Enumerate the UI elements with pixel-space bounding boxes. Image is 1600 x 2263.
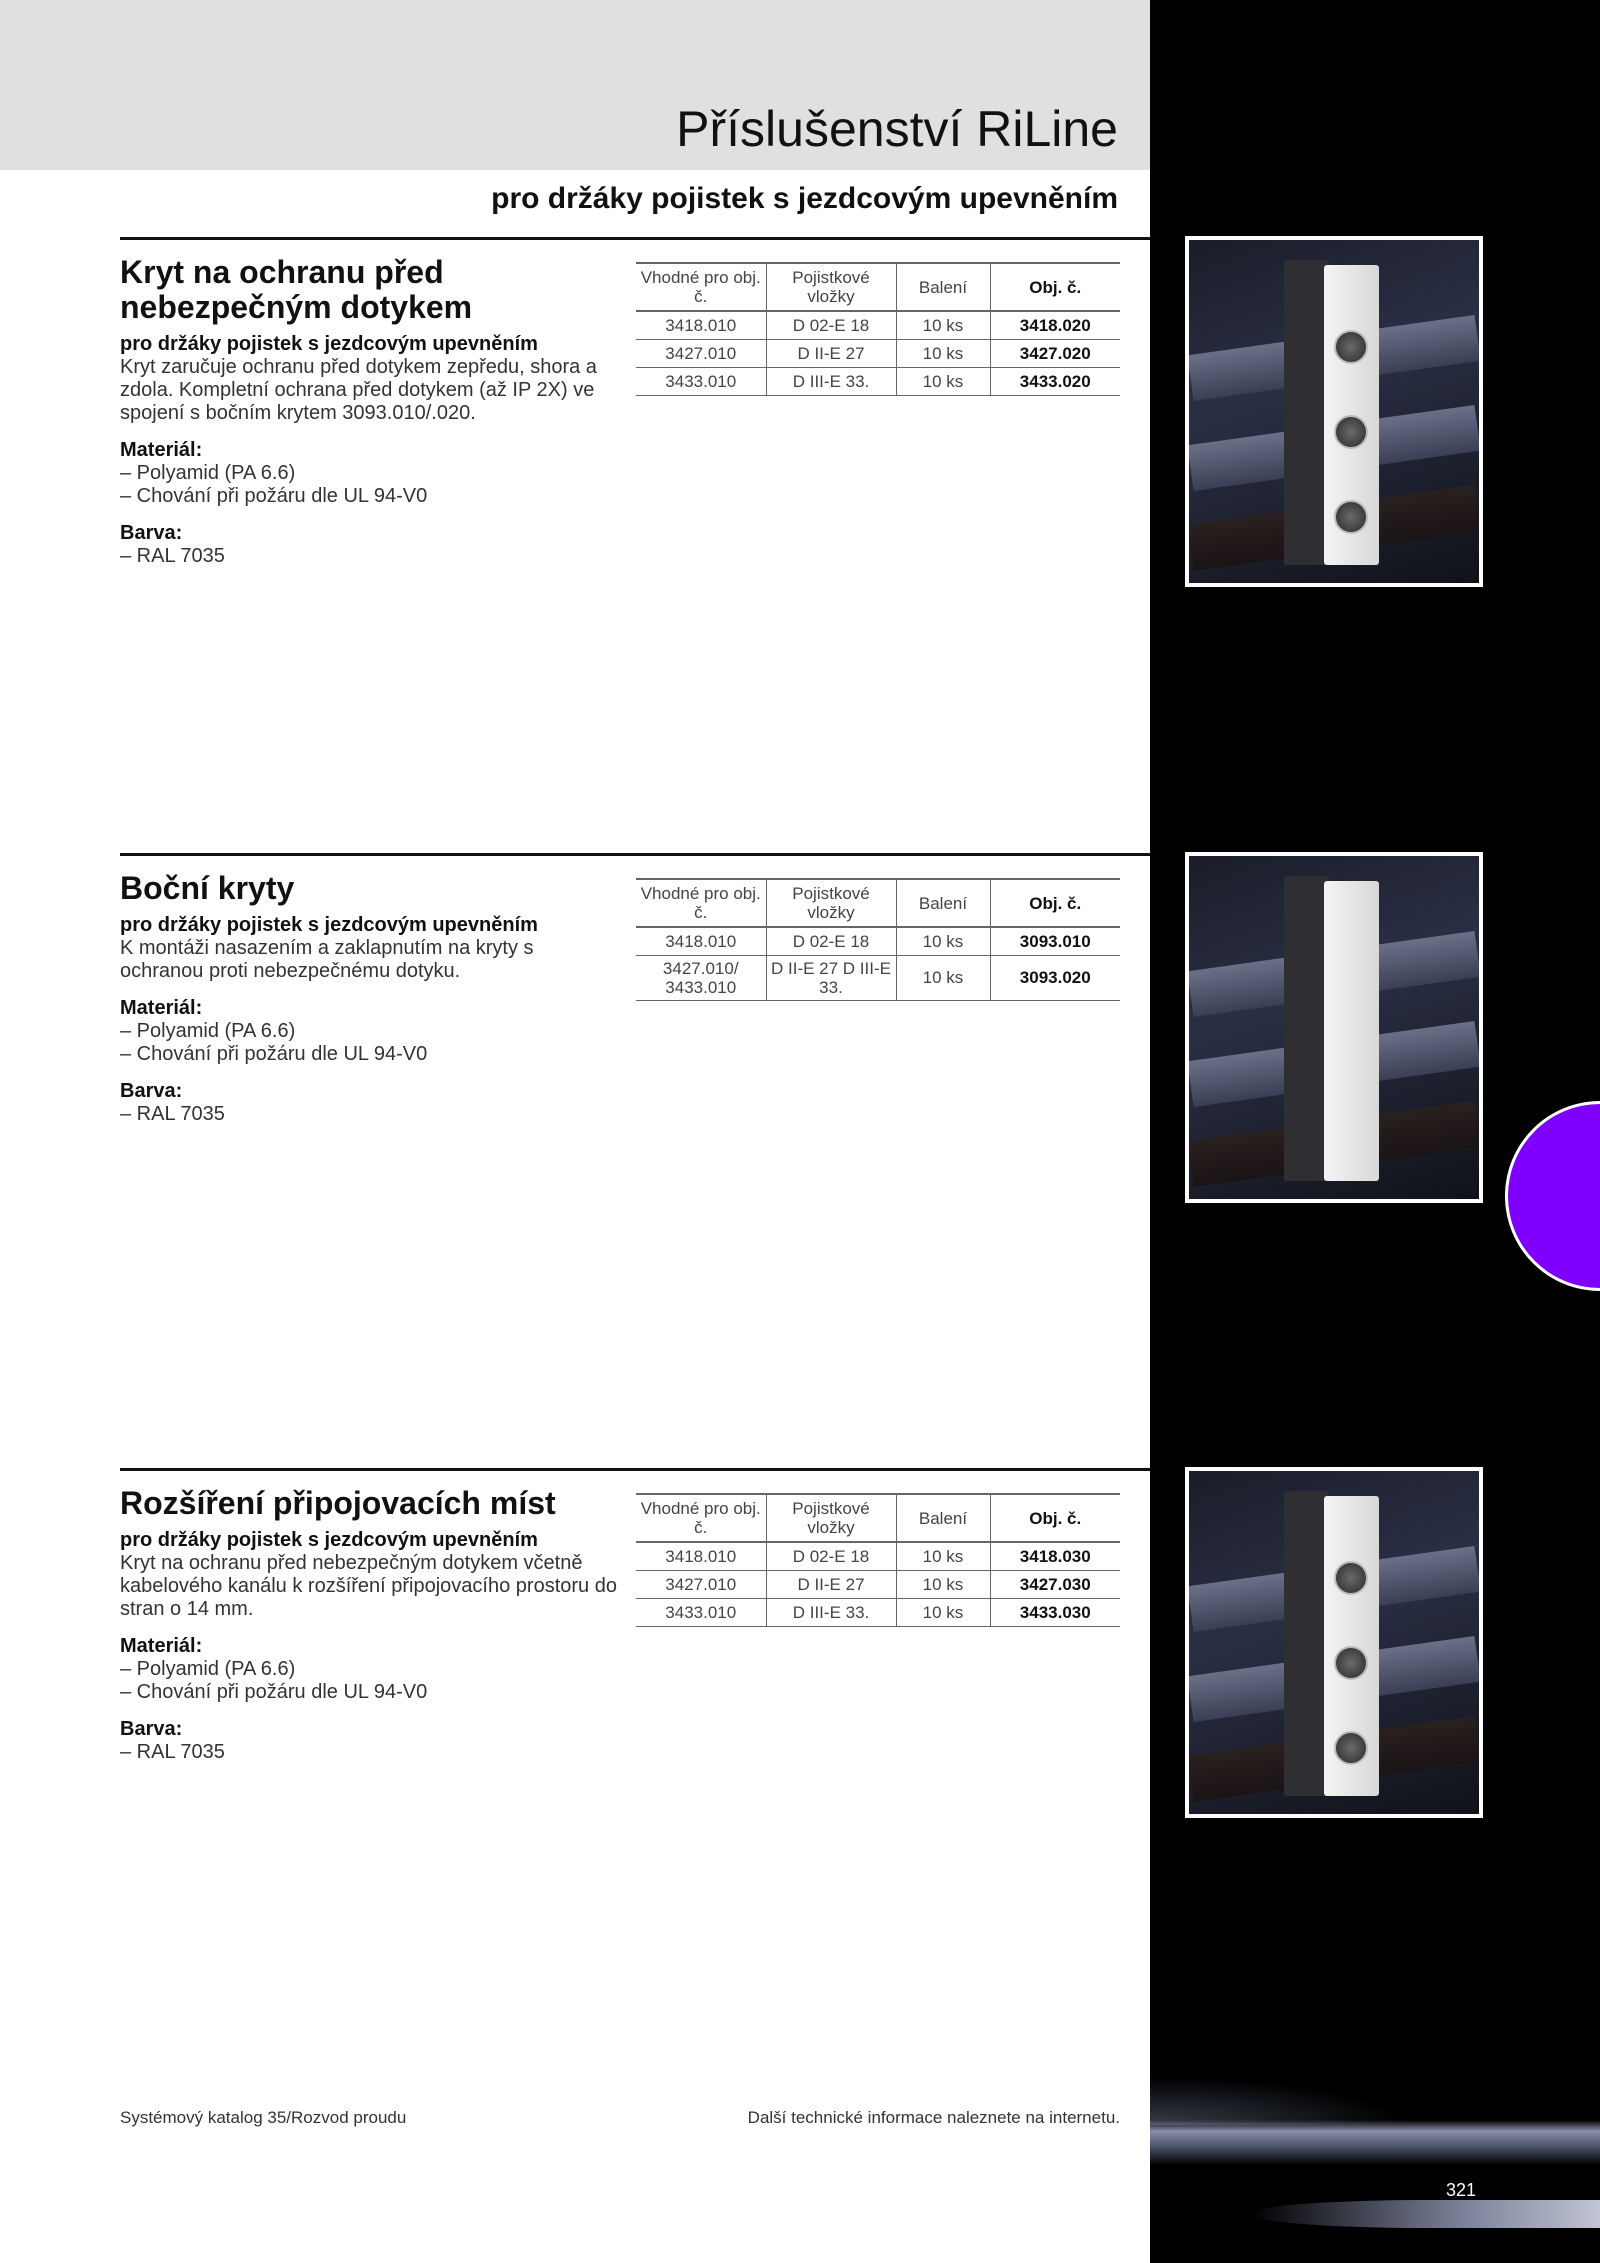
section-description: Kryt zaručuje ochranu před dotykem zepředu, shora a zdola. Kompletní ochrana před dotykem (až IP 2X) ve spojení s bočním krytem 3093.010/.020. [120,356,597,424]
product-photo [1185,236,1483,587]
section-description: K montáži nasazením a zaklapnutím na kryty s ochranou proti nebezpečnému dotyku. [120,937,534,982]
color-item: – RAL 7035 [120,1741,225,1763]
table-cell: 10 ks [896,339,990,367]
material-item: – Polyamid (PA 6.6) [120,462,296,484]
product-photo [1185,1467,1483,1818]
table-cell: 3093.010 [990,927,1120,955]
section-subheading: pro držáky pojistek s jezdcovým upevněním [120,333,538,355]
section-subheading: pro držáky pojistek s jezdcovým upevněním [120,914,538,936]
color-label: Barva: [120,1718,183,1740]
table-cell: 10 ks [896,927,990,955]
section-heading: Rozšíření připojovacích míst [120,1485,556,1521]
table-cell: 10 ks [896,311,990,339]
table-header: Obj. č. [990,1494,1120,1542]
table-cell: 3418.010 [636,927,766,955]
table-row [636,1598,1120,1626]
table-cell: D II-E 27 D III-E 33. [766,955,896,1000]
table-cell: 3427.020 [990,339,1120,367]
fuse-holder-cover [1324,1496,1379,1796]
table-cell: 3418.020 [990,311,1120,339]
table-cell: D II-E 27 [766,1570,896,1598]
part-base [1284,260,1329,565]
material-item: – Polyamid (PA 6.6) [120,1658,296,1680]
table-header: Pojistkové vložky [766,1494,896,1542]
table-cell: D III-E 33. [766,367,896,395]
table-cell: 3433.010 [636,367,766,395]
table-cell: 3427.010/ 3433.010 [636,955,766,1000]
order-table [636,878,1120,1001]
page-number: 321 [1446,2180,1477,2200]
product-section [120,871,620,1126]
color-label: Barva: [120,1080,183,1102]
table-row [636,367,1120,395]
table-cell: 3093.020 [990,955,1120,1000]
table-cell: 3427.030 [990,1570,1120,1598]
table-cell: 10 ks [896,367,990,395]
table-cell: 10 ks [896,1570,990,1598]
product-section [120,1486,620,1764]
decorative-glow [1150,2120,1600,2165]
decorative-glow [1250,2200,1600,2228]
table-cell: 3427.010 [636,1570,766,1598]
table-cell: 3427.010 [636,339,766,367]
table-header: Balení [896,879,990,927]
section-rule [120,1468,1150,1471]
table-cell: D II-E 27 [766,339,896,367]
table-header: Vhodné pro obj. č. [640,884,761,922]
section-rule [120,853,1150,856]
table-row [636,311,1120,339]
footer-info: Další technické informace naleznete na internetu. [747,2108,1120,2127]
table-row [636,955,1120,1000]
table-row [636,927,1120,955]
section-description: Kryt na ochranu před nebezpečným dotykem včetně kabelového kanálu k rozšíření připojovacího prostoru do stran o 14 mm. [120,1552,617,1620]
section-heading: Kryt na ochranu před nebezpečným dotykem [120,254,473,325]
order-table [636,262,1120,396]
fuse-holder-cover [1324,881,1379,1181]
table-cell: 10 ks [896,955,990,1000]
table-cell: 3433.010 [636,1598,766,1626]
table-cell: 3433.020 [990,367,1120,395]
table-header: Pojistkové vložky [766,263,896,311]
material-label: Materiál: [120,439,203,461]
material-label: Materiál: [120,997,203,1019]
decorative-glow [1150,2040,1600,2125]
material-item: – Polyamid (PA 6.6) [120,1020,296,1042]
table-header: Obj. č. [990,263,1120,311]
color-label: Barva: [120,522,183,544]
table-header: Pojistkové vložky [766,879,896,927]
table-cell: 3433.030 [990,1598,1120,1626]
table-cell: 3418.010 [636,1542,766,1570]
table-cell: D 02-E 18 [766,311,896,339]
table-cell: 10 ks [896,1598,990,1626]
page-title: Příslušenství RiLine [676,101,1118,157]
color-item: – RAL 7035 [120,545,225,567]
table-cell: 3418.010 [636,311,766,339]
page-subtitle: pro držáky pojistek s jezdcovým upevněním [491,182,1118,215]
section-subheading: pro držáky pojistek s jezdcovým upevněním [120,1529,538,1551]
table-header: Vhodné pro obj. č. [640,1499,761,1537]
table-header: Obj. č. [990,879,1120,927]
order-table [636,1493,1120,1627]
table-header: Vhodné pro obj. č. [640,268,761,306]
part-base [1284,1491,1329,1796]
table-header: Balení [896,1494,990,1542]
table-cell: D III-E 33. [766,1598,896,1626]
table-cell: D 02-E 18 [766,1542,896,1570]
material-item: – Chování při požáru dle UL 94-V0 [120,1681,428,1703]
material-item: – Chování při požáru dle UL 94-V0 [120,1043,428,1065]
table-cell: 10 ks [896,1542,990,1570]
table-row [636,1570,1120,1598]
part-base [1284,876,1329,1181]
table-cell: 3418.030 [990,1542,1120,1570]
material-item: – Chování při požáru dle UL 94-V0 [120,485,428,507]
material-label: Materiál: [120,1635,203,1657]
table-header: Balení [896,263,990,311]
table-row [636,1542,1120,1570]
table-cell: D 02-E 18 [766,927,896,955]
section-heading: Boční kryty [120,870,295,906]
fuse-holder-cover [1324,265,1379,565]
product-section [120,255,620,568]
product-photo [1185,852,1483,1203]
table-row [636,339,1120,367]
footer-catalog: Systémový katalog 35/Rozvod proudu [120,2108,407,2127]
color-item: – RAL 7035 [120,1103,225,1125]
section-rule [120,237,1150,240]
